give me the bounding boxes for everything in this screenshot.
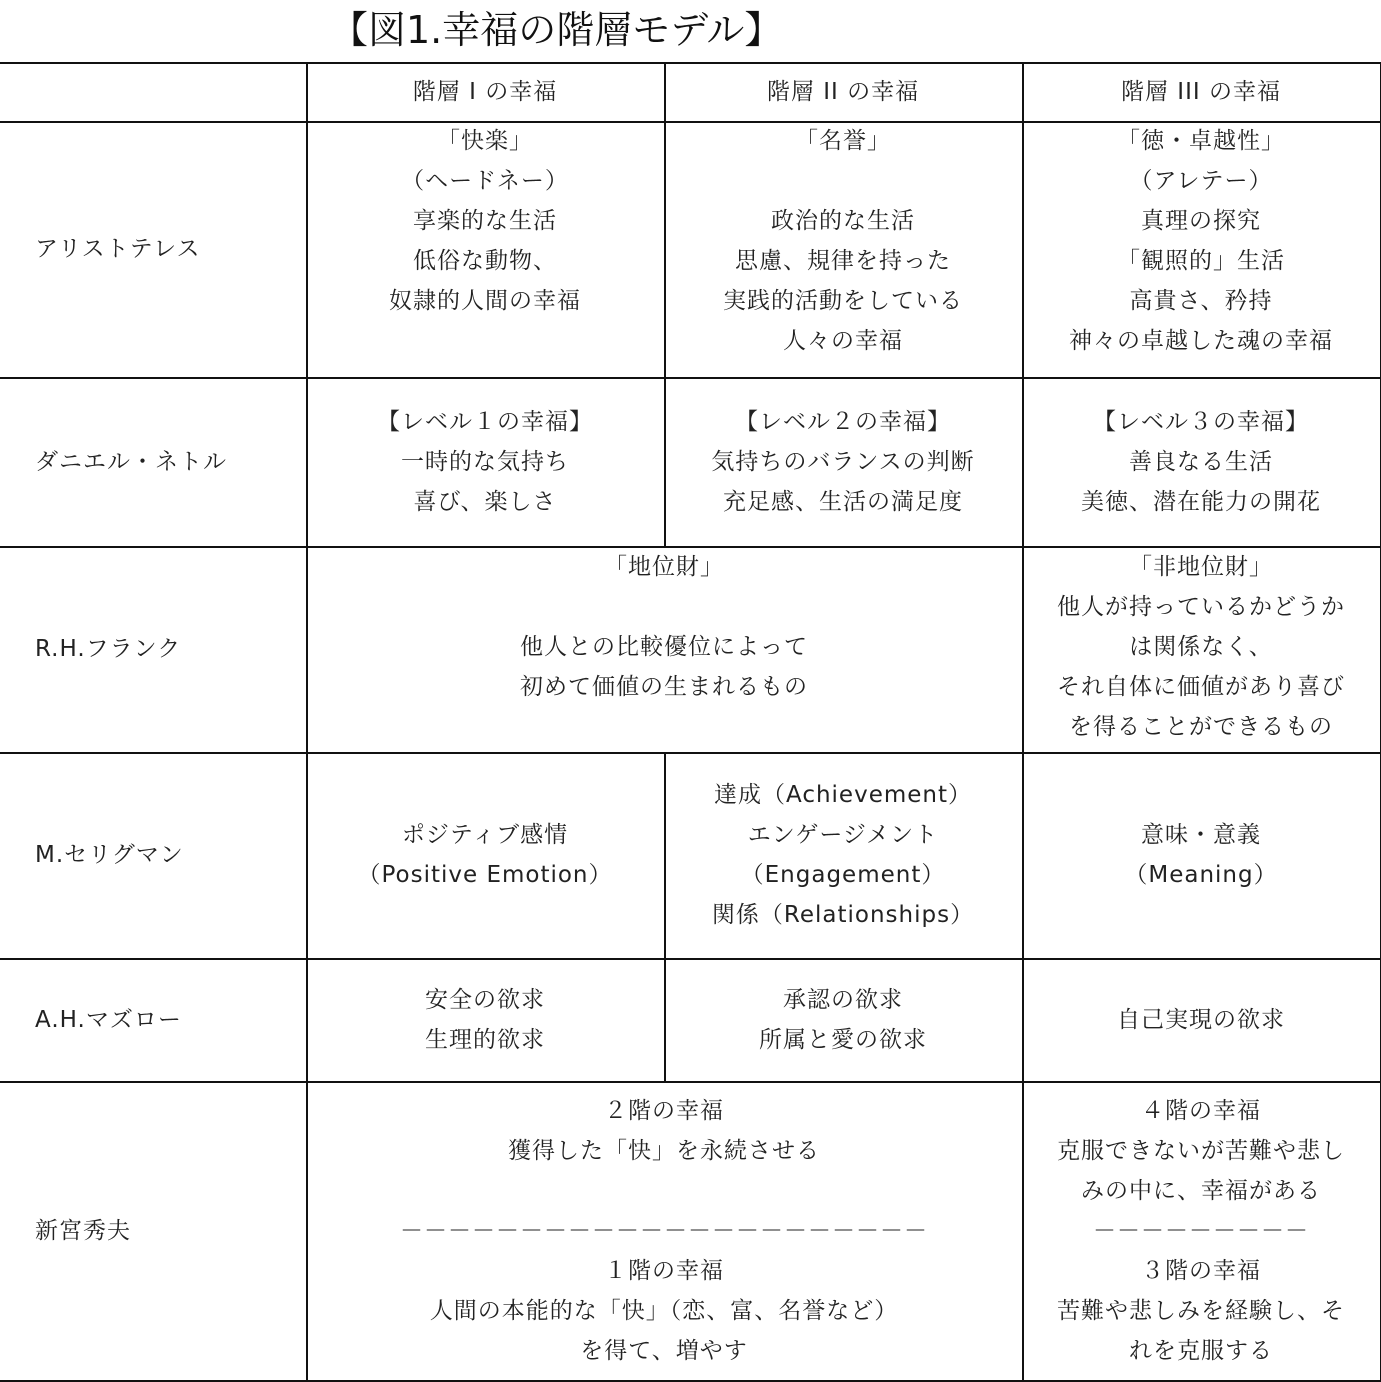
cell-line: （Meaning）: [1124, 862, 1278, 888]
cell-line: 政治的な生活: [771, 208, 915, 234]
cell-line: 高貴さ、矜持: [1129, 288, 1273, 314]
row-divider: [0, 958, 1381, 960]
column-divider: [306, 62, 308, 121]
row-label: [0, 377, 306, 546]
table-cell: [1022, 546, 1380, 752]
table-cell: [1022, 1081, 1380, 1380]
table-cell: [664, 752, 1022, 958]
author-name: M.セリグマン: [35, 842, 184, 868]
cell-line: 初めて価値の生まれるもの: [520, 674, 808, 700]
cell-line: みの中に、幸福がある: [1081, 1178, 1321, 1204]
cell-line: 自己実現の欲求: [1117, 1006, 1285, 1033]
column-divider: [306, 958, 308, 1081]
column-divider: [1022, 1081, 1024, 1380]
header-cell: [0, 62, 306, 121]
column-divider: [306, 752, 308, 958]
column-divider: [306, 121, 308, 377]
cell-line: 苦難や悲しみを経験し、そ: [1057, 1298, 1345, 1324]
cell-line: 思慮、規律を持った: [735, 248, 951, 274]
table-cell: [1022, 752, 1380, 958]
row-divider: [0, 121, 1381, 123]
cell-line: 「快楽」: [437, 128, 533, 154]
table-cell: [1022, 121, 1380, 377]
cell-line: を得ることができるもの: [1069, 714, 1333, 740]
header-label: 階層 I の幸福: [412, 78, 558, 105]
author-name: R.H.フランク: [35, 636, 182, 662]
header-label: [149, 72, 157, 112]
row-divider: [0, 752, 1381, 754]
cell-line: 「地位財」: [604, 554, 724, 580]
table-cell: [1022, 377, 1380, 546]
cell-line: ３階の幸福: [1141, 1258, 1261, 1284]
header-cell: [664, 62, 1022, 121]
cell-line: －－－－－－－－－: [1093, 1218, 1309, 1244]
cell-line: 【レベル２の幸福】: [735, 408, 951, 435]
cell-line: 一時的な気持ち: [401, 448, 569, 475]
cell-line: 達成（Achievement）: [713, 782, 972, 808]
column-divider: [1022, 958, 1024, 1081]
column-divider: [664, 752, 666, 958]
table-cell: [664, 121, 1022, 377]
table-cell: [664, 958, 1022, 1081]
row-label: [0, 546, 306, 752]
author-name: 新宮秀夫: [35, 1217, 131, 1244]
row-divider: [0, 546, 1381, 548]
cell-line: （アレテー）: [1129, 168, 1273, 194]
column-divider: [664, 958, 666, 1081]
column-divider: [306, 377, 308, 546]
cell-line: （ヘードネー）: [401, 168, 569, 194]
column-divider: [1022, 377, 1024, 546]
cell-line: 克服できないが苦難や悲し: [1057, 1138, 1345, 1164]
cell-line: 奴隷的人間の幸福: [389, 288, 581, 314]
cell-line: （Positive Emotion）: [357, 862, 613, 888]
cell-line: 【レベル１の幸福】: [377, 408, 593, 435]
cell-line: [660, 587, 668, 627]
author-name: ダニエル・ネトル: [35, 448, 227, 475]
table-cell: [664, 377, 1022, 546]
cell-line: 「名誉」: [795, 128, 891, 154]
row-divider: [0, 1081, 1381, 1083]
cell-line: 「観照的」生活: [1117, 248, 1285, 274]
header-label: 階層 II の幸福: [766, 78, 920, 105]
cell-line: （Engagement）: [740, 862, 946, 888]
row-divider: [0, 62, 1381, 64]
row-label: [0, 752, 306, 958]
cell-line: 低俗な動物、: [413, 248, 557, 274]
column-divider: [306, 546, 308, 752]
cell-line: 実践的活動をしている: [723, 288, 963, 314]
cell-line: 神々の卓越した魂の幸福: [1069, 328, 1333, 354]
cell-line: 気持ちのバランスの判断: [711, 448, 975, 475]
cell-line: 美徳、潜在能力の開花: [1081, 488, 1321, 515]
column-divider: [306, 1081, 308, 1380]
cell-line: 他人との比較優位によって: [520, 634, 808, 660]
table-cell: [1022, 958, 1380, 1081]
cell-line: －－－－－－－－－－－－－－－－－－－－－－: [400, 1218, 928, 1244]
cell-line: １階の幸福: [604, 1258, 724, 1284]
cell-line: 「非地位財」: [1129, 554, 1273, 580]
cell-line: 関係（Relationships）: [711, 902, 975, 928]
cell-line: 獲得した「快」を永続させる: [508, 1138, 820, 1164]
cell-line: 人々の幸福: [783, 328, 903, 354]
cell-line: 人間の本能的な「快」（恋、富、名誉など）: [429, 1298, 899, 1324]
cell-line: 【レベル３の幸福】: [1093, 408, 1309, 435]
cell-line: ポジティブ感情: [401, 822, 569, 848]
cell-line: ４階の幸福: [1141, 1098, 1261, 1124]
cell-line: それ自体に価値があり喜び: [1057, 674, 1345, 700]
header-label: 階層 III の幸福: [1121, 78, 1281, 105]
author-name: A.H.マズロー: [35, 1006, 182, 1033]
cell-line: 善良なる生活: [1129, 448, 1273, 475]
row-label: [0, 1081, 306, 1380]
cell-line: 享楽的な生活: [413, 208, 557, 234]
cell-line: 安全の欲求: [425, 986, 545, 1013]
column-divider: [664, 377, 666, 546]
cell-line: エンゲージメント: [747, 822, 939, 848]
table-cell: [306, 752, 664, 958]
cell-line: は関係なく、: [1129, 634, 1273, 660]
cell-line: ２階の幸福: [604, 1098, 724, 1124]
cell-line: 真理の探究: [1141, 208, 1261, 234]
author-name: アリストテレス: [35, 236, 201, 262]
cell-line: 「徳・卓越性」: [1117, 128, 1285, 154]
table-cell: [306, 121, 664, 377]
figure-title: 【図1.幸福の階層モデル】: [330, 8, 783, 52]
column-divider: [664, 62, 666, 121]
cell-line: 所属と愛の欲求: [759, 1026, 927, 1053]
cell-line: 意味・意義: [1141, 822, 1261, 848]
column-divider: [664, 121, 666, 377]
column-divider: [1022, 62, 1024, 121]
column-divider: [1022, 546, 1024, 752]
row-label: [0, 958, 306, 1081]
cell-line: 生理的欲求: [425, 1026, 545, 1053]
header-cell: [1022, 62, 1380, 121]
table-cell: [306, 546, 1022, 752]
cell-line: 喜び、楽しさ: [413, 488, 557, 515]
cell-line: を得て、増やす: [580, 1338, 748, 1364]
cell-line: 他人が持っているかどうか: [1057, 594, 1345, 620]
table-cell: [306, 958, 664, 1081]
cell-line: れを克服する: [1129, 1338, 1273, 1364]
row-divider: [0, 377, 1381, 379]
row-label: [0, 121, 306, 377]
cell-line: [660, 1171, 668, 1211]
cell-line: 充足感、生活の満足度: [723, 488, 963, 515]
table-cell: [306, 1081, 1022, 1380]
table-cell: [306, 377, 664, 546]
header-cell: [306, 62, 664, 121]
column-divider: [1022, 752, 1024, 958]
column-divider: [1022, 121, 1024, 377]
cell-line: 承認の欲求: [783, 986, 903, 1013]
cell-line: [839, 161, 847, 201]
